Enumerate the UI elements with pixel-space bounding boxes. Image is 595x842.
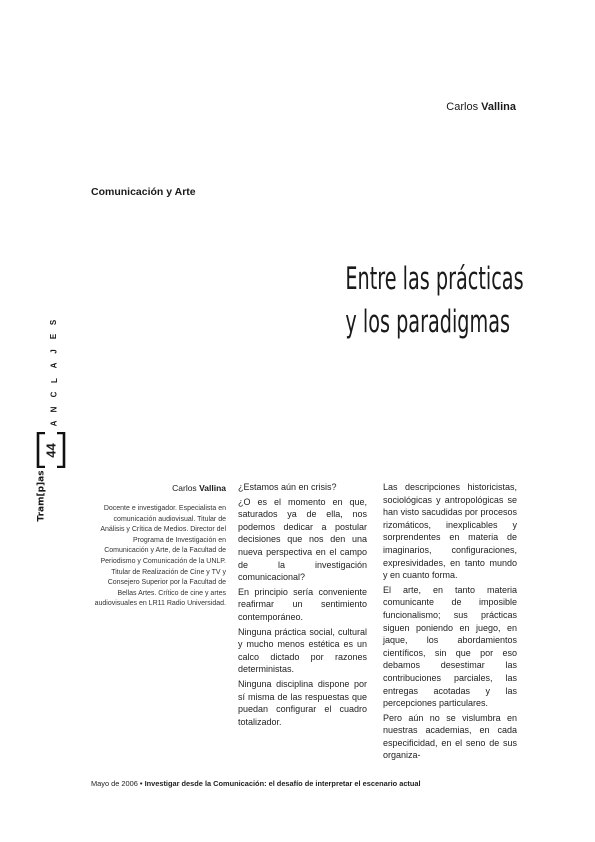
paragraph: Las descripciones historicistas, sociológicas y antropológicas se han visto sacudidas por procesos rizomáticos, inexplicables y sorprendentes en materia de imaginarios, configuraciones, expresividades, en tanto mundo y en cuanto forma. [383,482,517,581]
spine-letter: E [49,334,59,340]
spine-letter: A [49,420,59,427]
paragraph: ¿O es el momento en que, saturados ya de ella, nos podemos dedicar a postular decisiones que nos den una nueva perspectiva en el campo de la investigación comunicacional? [238,496,367,583]
paragraph: Ninguna disciplina dispone por sí misma de las respuestas que puedan configurar el cuadro totalizador. [238,678,367,727]
page-number [45,440,57,460]
bio-last-name: Vallina [199,483,226,493]
page-footer [91,779,421,788]
paragraph: En principio sería conveniente reafirmar un sentimiento contemporáneo. [238,586,367,622]
section-label: Comunicación y Arte [91,186,196,198]
bio-author-name [130,483,226,493]
body-column-2 [383,481,517,764]
paragraph: El arte, en tanto materia comunicante de imposible funcionalismo; sus prácticas siguen poniendo en juego, en jaque, los abordamientos científicos, sin que por eso debamos desestimar las contribuciones parciales, las entregas acotadas y las percepciones particulares. [383,584,517,709]
spine-letter: N [49,406,59,412]
spine-letter: S [49,319,59,326]
title-line-2: y los paradigmas [345,304,510,340]
spine-series-name [48,318,60,428]
footer-issue-title: Investigar desde la Comunicación: el desafío de interpretar el escenario actual [144,779,421,788]
page-number-text: 44 [43,442,59,458]
header-author-last: Vallina [481,101,516,113]
spine-letter: L [49,377,59,383]
journal-name-text: Tram[p]as [37,470,48,522]
paragraph: Pero aún no se vislumbra en nuestras academias, en cada especificidad, en el seno de sus organiza- [383,712,517,761]
paragraph: ¿Estamos aún en crisis? [238,482,337,492]
title-line-1: Entre las prácticas [345,261,524,297]
spine-letter: J [49,349,59,354]
bio-text: Docente e investigador. Especialista en comunicación audiovisual. Titular de Análisis y Crítica de Medios. Director del Programa de Investigación en Comunicación y Arte, de la Facultad de Periodismo y Comunicación de la UNLP. Titular de Realización de Cine y TV y Consejero Superior por la Facultad de Bellas Artes. Crítico de cine y artes audiovisuales en LR11 Radio Universidad. [94,505,226,608]
article-title [250,258,524,358]
spine-letter: A [49,362,59,369]
running-header-author [360,101,516,113]
journal-name [35,470,49,522]
paragraph: Ninguna práctica social, cultural y mucho menos estética es un calco dictado por razones deterministas. [238,626,367,675]
footer-date: Mayo de 2006 [91,779,138,788]
body-column-1 [238,481,367,730]
header-author-first: Carlos [446,101,479,113]
spine-letter: C [49,391,59,398]
bio-first-name: Carlos [172,483,197,493]
footer-bullet: • [139,779,143,788]
